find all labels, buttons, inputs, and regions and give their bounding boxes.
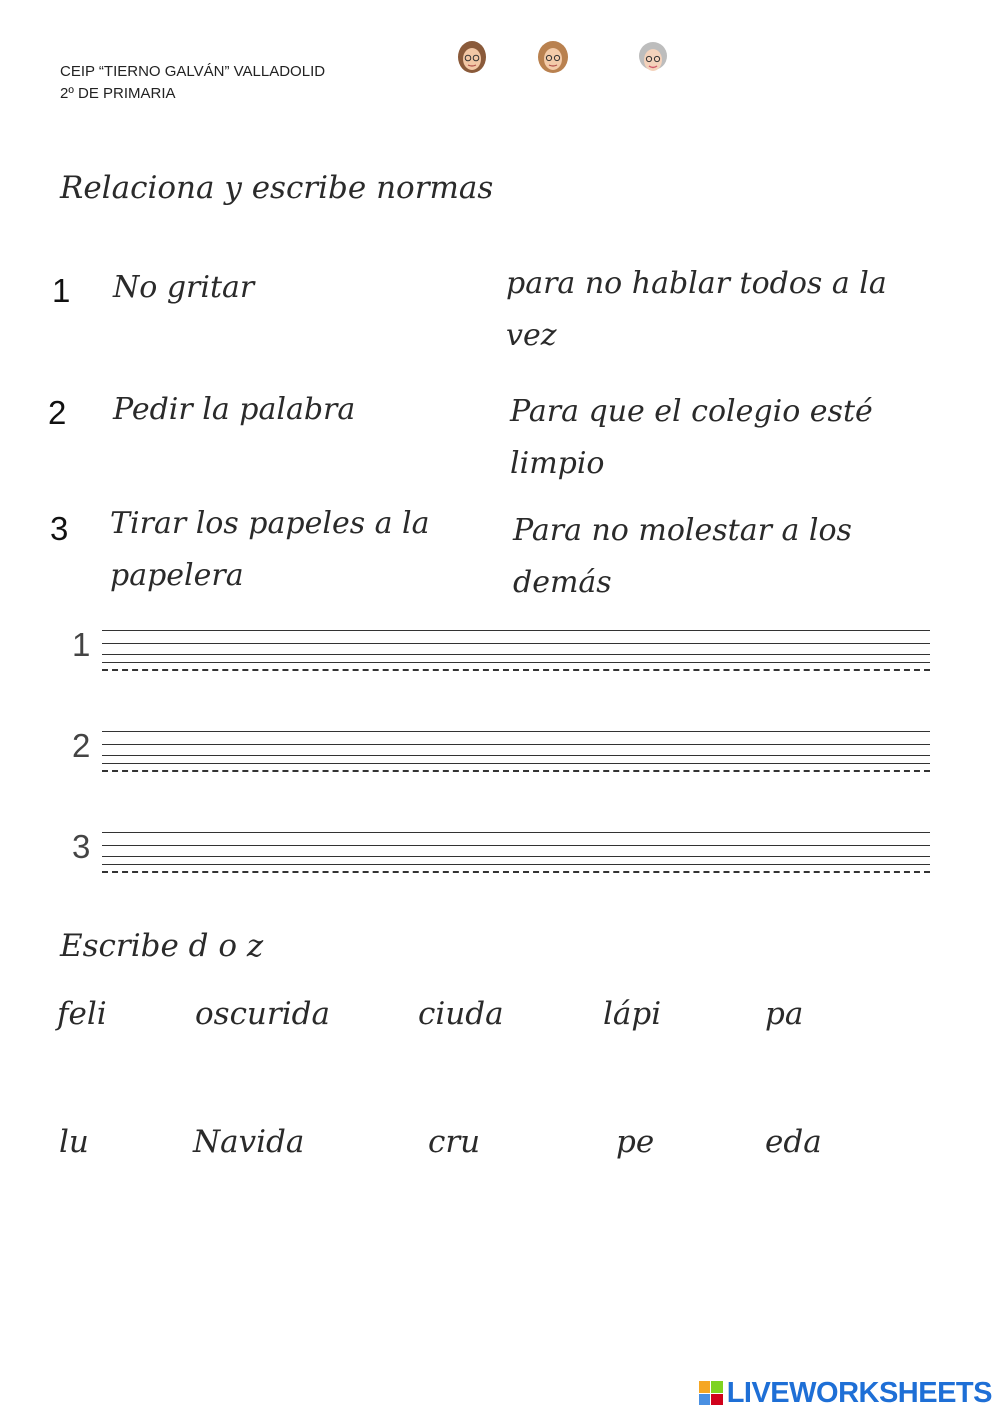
grade-label: 2º DE PRIMARIA bbox=[60, 85, 176, 102]
word-blank[interactable]: lu bbox=[59, 1124, 89, 1160]
word-blank[interactable]: eda bbox=[765, 1124, 822, 1160]
reason-text: Para que el colegio esté limpio bbox=[510, 394, 873, 481]
row-number: 1 bbox=[52, 272, 71, 309]
word-blank[interactable]: cru bbox=[428, 1124, 481, 1160]
row-number: 3 bbox=[50, 510, 69, 547]
writing-line-1[interactable] bbox=[102, 630, 930, 676]
school-header bbox=[60, 61, 325, 105]
grandmother-avatar-icon bbox=[636, 40, 670, 78]
word-blank[interactable]: lápi bbox=[603, 996, 662, 1032]
word-blank[interactable]: pa bbox=[765, 996, 804, 1032]
writing-line-number: 2 bbox=[72, 727, 91, 764]
rule-text: No gritar bbox=[113, 270, 255, 305]
liveworksheets-mark-icon bbox=[699, 1381, 723, 1405]
reason-text: Para no molestar a los demás bbox=[513, 513, 852, 600]
teacher-avatar-icon bbox=[455, 40, 489, 78]
word-blank[interactable]: pe bbox=[616, 1124, 655, 1160]
liveworksheets-logo[interactable] bbox=[699, 1376, 992, 1410]
word-blank[interactable]: feli bbox=[57, 996, 107, 1032]
reason-text: para no hablar todos a la vez bbox=[506, 266, 887, 353]
writing-line-2[interactable] bbox=[102, 731, 930, 777]
rule-text: Pedir la palabra bbox=[113, 392, 356, 427]
brand-name: LIVEWORKSHEETS bbox=[726, 1376, 992, 1409]
writing-line-number: 3 bbox=[72, 828, 91, 865]
teacher-avatar-icon bbox=[536, 40, 570, 78]
school-name: CEIP “TIERNO GALVÁN” VALLADOLID bbox=[60, 63, 326, 80]
section-title-escribe: Escribe d o z bbox=[60, 928, 264, 964]
writing-line-number: 1 bbox=[72, 626, 91, 663]
word-blank[interactable]: oscurida bbox=[195, 996, 330, 1032]
rule-text: Tirar los papeles a la papelera bbox=[110, 506, 430, 593]
word-blank[interactable]: ciuda bbox=[418, 996, 504, 1032]
section-title-relaciona: Relaciona y escribe normas bbox=[60, 170, 494, 206]
row-number: 2 bbox=[48, 394, 67, 431]
word-blank[interactable]: Navida bbox=[193, 1124, 305, 1160]
writing-line-3[interactable] bbox=[102, 832, 930, 878]
